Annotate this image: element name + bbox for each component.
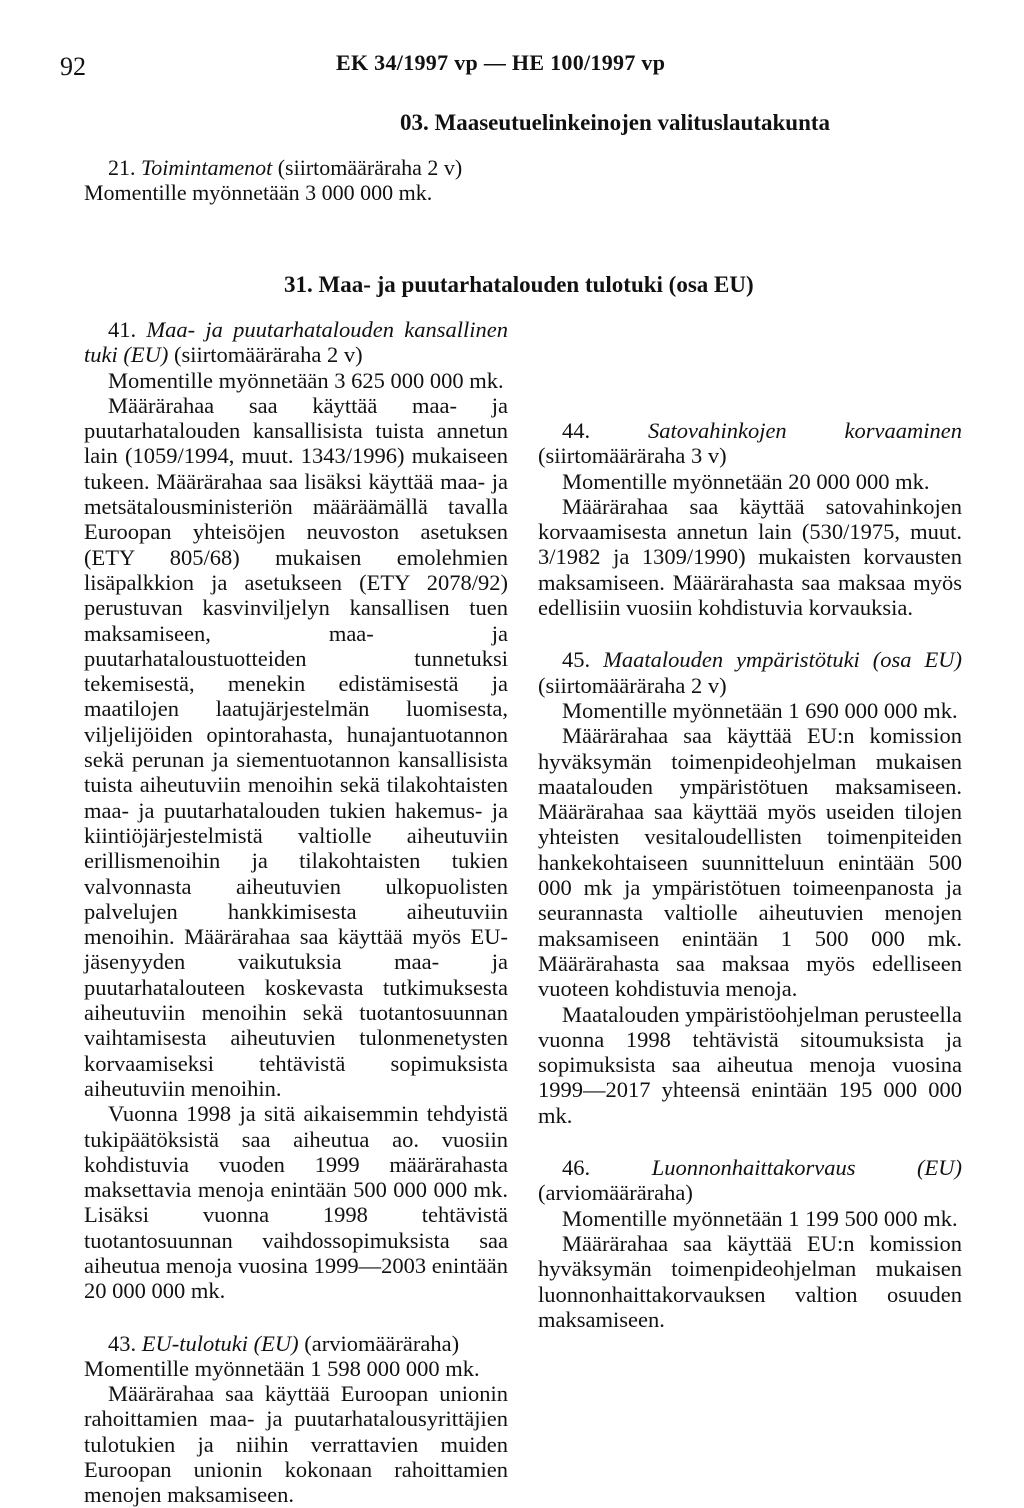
item-type: (siirtomääräraha 3 v) bbox=[538, 443, 727, 469]
item-21 bbox=[84, 155, 524, 205]
item-number: 44. bbox=[562, 418, 591, 443]
item-45 bbox=[538, 647, 962, 1128]
item-number: 21. bbox=[108, 155, 136, 180]
item-number: 43. bbox=[108, 1330, 137, 1356]
item-title: EU-tulotuki (EU) bbox=[141, 1330, 299, 1356]
item-text: Määrärahaa saa käyttää Euroopan unionin rahoittamien maa- ja puutarhatalousyrittäjien tulotukien ja niihin verrattavien muiden Euroopan unionin kokonaan rahoittamien menojen maksamiseen. bbox=[84, 1381, 508, 1508]
item-43 bbox=[84, 1331, 508, 1508]
item-title: Toimintamenot bbox=[141, 155, 273, 180]
item-44 bbox=[538, 418, 962, 620]
item-title: Satovahinkojen korvaaminen bbox=[647, 418, 962, 443]
item-title: Luonnonhaittakorvaus (EU) bbox=[651, 1155, 963, 1181]
right-column bbox=[538, 317, 962, 1332]
item-text: Määrärahaa saa käyttää maa- ja puutarhatalouden kansallisista tuista annetun lain (1059/1994, muut. 1343/1996) mukaiseen tukeen. Määrärahaa saa lisäksi käyttää maa- ja metsätalousministeriön määräämällä tavalla Euroopan yhteisöjen neuvoston asetuksen (ETY 805/68) mukaisen emolehmien lisäpalkkion ja asetukseen (ETY 2078/92) perustuvan kasvinviljelyn kansallisen tuen maksamiseen, maa- ja puutarhataloustuotteiden tunnetuksi tekemisestä, menekin edistämisestä ja maatilojen laatujärjestelmän luomisesta, viljelijöiden opintorahasta, hunajantuotannon sekä perunan ja siementuotannon kansallisista tuista aiheutuviin menoihin sekä tilakohtaisten maa- ja puutarhatalouden tukien hakemus- ja kiintiöjärjestelmistä valtiolle aiheutuviin erillismenoihin ja tilakohtaisten tukien valvonnasta aiheutuvien ulkopuolisten palvelujen hankkimisesta aiheutuviin menoihin. Määrärahaa saa käyttää myös EU-jäsenyyden vaikutuksia maa- ja puutarhatalouteen koskevasta tutkimuksesta aiheutuviin menoihin sekä tuotantosuunnan vaihtamisesta aiheutuvien tulonmenetysten korvaamiseksi tehtävistä sopimuksista aiheutuviin menoihin. bbox=[84, 392, 508, 1101]
item-title: Maa- ja puutarhatalouden kansallinen tuki (EU) bbox=[84, 317, 508, 368]
running-head: EK 34/1997 vp — HE 100/1997 vp bbox=[336, 50, 666, 75]
item-amount: Momentille myönnetään 3 625 000 000 mk. bbox=[108, 367, 504, 393]
section-heading-03: 03. Maaseutuelinkeinojen valituslautakunta bbox=[400, 110, 831, 135]
item-text: Maatalouden ympäristöohjelman perusteella vuonna 1998 tehtävistä sitoumuksista ja sopimuksista saa aiheutua menoja vuosina 1999—2017 yhteensä enintään 195 000 000 mk. bbox=[538, 1001, 962, 1128]
item-text: Määrärahaa saa käyttää satovahinkojen korvaamisesta annetun lain (530/1975, muut. 3/1982 ja 1309/1990) mukaisten korvausten maksamiseen. Määrärahasta saa maksaa myös edellisiin vuosiin kohdistuvia korvauksia. bbox=[538, 493, 962, 621]
item-amount: Momentille myönnetään 1 690 000 000 mk. bbox=[562, 697, 958, 723]
item-number: 45. bbox=[562, 647, 591, 673]
item-amount: Momentille myönnetään 1 598 000 000 mk. bbox=[84, 1355, 480, 1381]
item-text: Määrärahaa saa käyttää EU:n komission hyväksymän toimenpideohjelman mukaisen luonnonhaittakorvauksen valtion osuuden maksamiseen. bbox=[538, 1230, 962, 1332]
item-type: (arviomääräraha) bbox=[304, 1330, 460, 1356]
item-number: 41. bbox=[108, 317, 137, 342]
item-amount: Momentille myönnetään 1 199 500 000 mk. bbox=[562, 1205, 958, 1231]
item-41 bbox=[84, 317, 508, 1304]
page-number: 92 bbox=[60, 52, 86, 81]
left-column bbox=[84, 317, 508, 1508]
item-type: (arviomääräraha) bbox=[538, 1180, 693, 1206]
item-46 bbox=[538, 1155, 962, 1332]
item-amount: Momentille myönnetään 20 000 000 mk. bbox=[562, 468, 930, 494]
section-heading-31: 31. Maa- ja puutarhatalouden tulotuki (osa EU) bbox=[284, 272, 754, 297]
item-text: Määrärahaa saa käyttää EU:n komission hyväksymän toimenpideohjelman mukaisen maatalouden ympäristötuen maksamiseen. Määrärahaa saa käyttää myös useiden tilojen yhteisten vesitaloudellisten toimenpiteiden hankekohtaiseen suunnitteluun enintään 500 000 mk ja ympäristötuen toimeenpanosta ja seurannasta valtiolle aiheutuvien menojen maksamiseen enintään 1 500 000 mk. Määrärahasta saa maksaa myös edelliseen vuoteen kohdistuvia menoja. bbox=[538, 723, 962, 1002]
continuation-spacer bbox=[538, 317, 962, 393]
item-type: (siirtomääräraha 2 v) bbox=[538, 672, 727, 698]
item-type: (siirtomääräraha 2 v) bbox=[173, 342, 363, 368]
item-title: Maatalouden ympäristötuki (osa EU) bbox=[603, 647, 962, 673]
item-text: Vuonna 1998 ja sitä aikaisemmin tehdyistä tukipäätöksistä saa aiheutua ao. vuosiin kohdistuvia vuoden 1999 määrärahasta maksettavia menoja enintään 500 000 000 mk. Lisäksi vuonna 1998 tehtävistä tuotantosuunnan vaihdossopimuksista saa aiheutua menoja vuosina 1999—2003 enintään 20 000 000 mk. bbox=[84, 1101, 508, 1304]
item-number: 46. bbox=[562, 1155, 591, 1181]
item-amount: Momentille myönnetään 3 000 000 mk. bbox=[84, 180, 433, 205]
item-type: (siirtomääräraha 2 v) bbox=[277, 155, 463, 180]
